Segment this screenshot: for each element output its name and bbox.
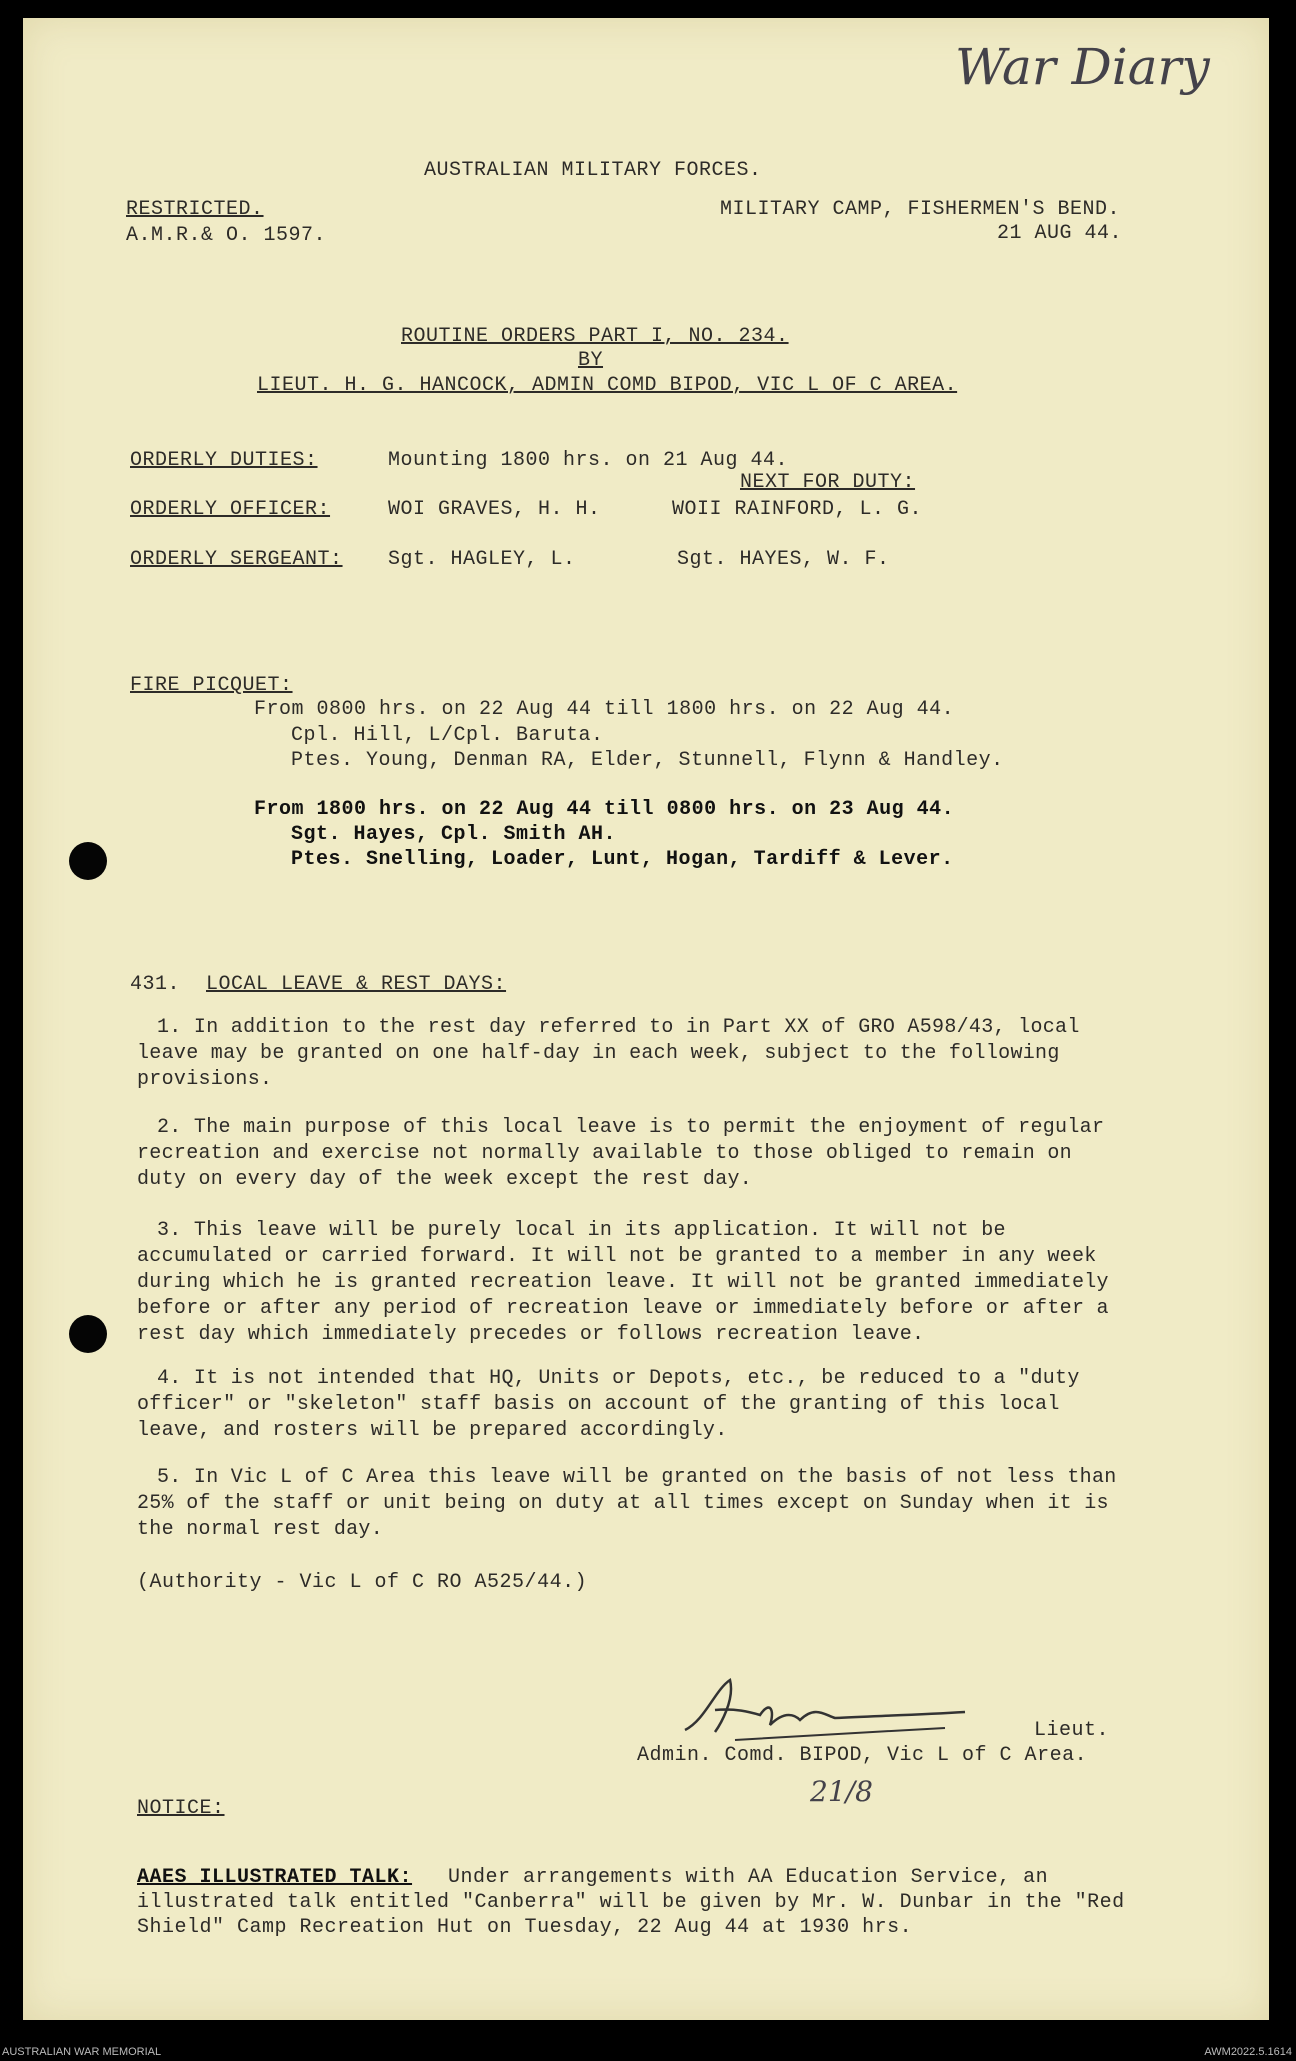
fire-picquet-1-ptes: Ptes. Young, Denman RA, Elder, Stunnell, Flynn & Handley. xyxy=(291,749,1004,772)
mounting-time: Mounting 1800 hrs. on 21 Aug 44. xyxy=(388,449,789,472)
next-for-duty-label: NEXT FOR DUTY: xyxy=(740,471,916,494)
handwritten-initials: 21/8 xyxy=(810,1775,873,1808)
reference-number: A.M.R.& O. 1597. xyxy=(126,224,327,247)
orderly-sergeant-label: ORDERLY SERGEANT: xyxy=(130,548,343,571)
section-heading: LOCAL LEAVE & REST DAYS: xyxy=(206,973,507,996)
paragraph-1: 1. In addition to the rest day referred to in Part XX of GRO A598/43, local leave may be granted on one half-day in each week, subject to the following provisions. xyxy=(137,1016,1080,1091)
orderly-officer-label: ORDERLY OFFICER: xyxy=(130,498,331,521)
punch-hole-bottom xyxy=(69,1315,107,1353)
authority-reference: (Authority - Vic L of C RO A525/44.) xyxy=(137,1571,588,1594)
section-number: 431. xyxy=(130,973,181,996)
punch-hole-top xyxy=(69,842,107,880)
fire-picquet-2-time: From 1800 hrs. on 22 Aug 44 till 0800 hrs. on 23 Aug 44. xyxy=(254,798,955,821)
signature-rank: Lieut. xyxy=(1034,1719,1110,1742)
camp-location: MILITARY CAMP, FISHERMEN'S BEND. xyxy=(720,198,1121,221)
footer-accession: AWM2022.5.1614 xyxy=(1204,2046,1292,2058)
paragraph-5: 5. In Vic L of C Area this leave will be granted on the basis of not less than 25% of the staff or unit being on duty at all times except on Sunday when it is the normal rest day. xyxy=(137,1466,1117,1541)
fire-picquet-2-ptes: Ptes. Snelling, Loader, Lunt, Hogan, Tardiff & Lever. xyxy=(291,848,954,871)
order-date: 21 AUG 44. xyxy=(997,222,1123,245)
orderly-duties-label: ORDERLY DUTIES: xyxy=(130,449,318,472)
paragraph-2: 2. The main purpose of this local leave is to permit the enjoyment of regular recreation and exercise not normally available to those obliged to remain on duty on every day of the week except the rest day. xyxy=(137,1116,1105,1191)
orderly-sergeant: Sgt. HAGLEY, L. xyxy=(388,548,576,571)
notice-line-1: Under arrangements with AA Education Service, an xyxy=(448,1866,1049,1889)
handwritten-war-diary-note: War Diary xyxy=(955,38,1210,96)
officer-signature xyxy=(675,1670,975,1750)
fire-picquet-1-time: From 0800 hrs. on 22 Aug 44 till 1800 hrs. on 22 Aug 44. xyxy=(254,698,955,721)
signature-appointment: Admin. Comd. BIPOD, Vic L of C Area. xyxy=(637,1744,1088,1767)
commander-title: LIEUT. H. G. HANCOCK, ADMIN COMD BIPOD, VIC L OF C AREA. xyxy=(257,374,958,397)
orderly-officer-next: WOII RAINFORD, L. G. xyxy=(672,498,923,521)
paragraph-3: 3. This leave will be purely local in its application. It will not be accumulated or carried forward. It will not be granted to a member in any week during which he is granted recreation leave. It will not be granted immediately before or after any period of recreation leave or immediately before or after a rest day which immediately precedes or follows recreation leave. xyxy=(137,1219,1109,1346)
routine-orders-title: ROUTINE ORDERS PART I, NO. 234. xyxy=(401,325,789,348)
notice-line-2: illustrated talk entitled "Canberra" will be given by Mr. W. Dunbar in the "Red xyxy=(137,1891,1125,1914)
paragraph-4: 4. It is not intended that HQ, Units or Depots, etc., be reduced to a "duty officer" or "skeleton" staff basis on account of the granting of this local leave, and rosters will be prepared accordingly. xyxy=(137,1367,1080,1442)
notice-label: NOTICE: xyxy=(137,1797,225,1820)
restricted-label: RESTRICTED. xyxy=(126,198,264,221)
notice-heading: AAES ILLUSTRATED TALK: xyxy=(137,1866,413,1889)
fire-picquet-1-ncos: Cpl. Hill, L/Cpl. Baruta. xyxy=(291,724,604,747)
orderly-sergeant-next: Sgt. HAYES, W. F. xyxy=(677,548,890,571)
orderly-officer: WOI GRAVES, H. H. xyxy=(388,498,601,521)
fire-picquet-label: FIRE PICQUET: xyxy=(130,674,293,697)
notice-line-3: Shield" Camp Recreation Hut on Tuesday, 22 Aug 44 at 1930 hrs. xyxy=(137,1916,913,1939)
org-heading: AUSTRALIAN MILITARY FORCES. xyxy=(424,159,762,182)
footer-institution: AUSTRALIAN WAR MEMORIAL xyxy=(2,2046,162,2058)
fire-picquet-2-ncos: Sgt. Hayes, Cpl. Smith AH. xyxy=(291,823,617,846)
title-by: BY xyxy=(578,349,604,372)
